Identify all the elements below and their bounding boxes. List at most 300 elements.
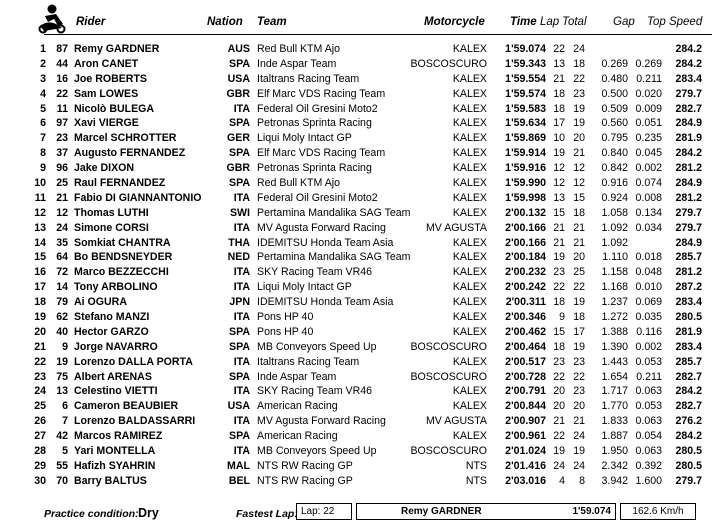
gap-previous: 0.053	[635, 355, 662, 368]
top-speed: 285.7	[675, 251, 702, 264]
gap-first: 1.717	[601, 385, 628, 398]
team-name: MB Conveyors Speed Up	[257, 445, 377, 458]
gap-previous: 0.063	[635, 385, 662, 398]
rider-name: Augusto FERNANDEZ	[74, 147, 186, 160]
lap-time: 2'00.184	[505, 251, 546, 264]
top-speed: 276.2	[675, 415, 702, 428]
best-lap: 15	[553, 325, 565, 338]
rider-name: Remy GARDNER	[74, 43, 160, 55]
nation: USA	[227, 72, 250, 85]
rider-name: Tony ARBOLINO	[74, 281, 158, 294]
rider-name: Celestino VIETTI	[74, 385, 158, 398]
best-lap: 20	[553, 400, 565, 413]
rider-name: Lorenzo DALLA PORTA	[74, 355, 193, 368]
gap-previous: 0.051	[635, 117, 662, 130]
gap-previous: 0.054	[635, 430, 662, 443]
gap-first: 0.480	[601, 72, 628, 85]
gap-first: 1.770	[601, 400, 628, 413]
position: 1	[40, 43, 46, 55]
motorcycle: KALEX	[452, 177, 487, 190]
top-speed: 280.5	[675, 459, 702, 472]
table-row	[0, 340, 721, 355]
best-lap: 22	[553, 370, 565, 383]
lap-time: 1'59.554	[505, 72, 546, 85]
rider-name: Jorge NAVARRO	[74, 340, 158, 353]
team-name: IDEMITSU Honda Team Asia	[257, 296, 394, 309]
nation: JPN	[229, 296, 250, 309]
rider-number: 72	[56, 266, 68, 279]
top-speed: 279.7	[675, 87, 702, 100]
table-row	[0, 310, 721, 325]
table-row	[0, 384, 721, 399]
best-lap: 21	[553, 221, 565, 234]
lap-time: 2'00.166	[505, 221, 546, 234]
lap-time: 2'00.844	[505, 400, 546, 413]
gap-first: 1.272	[601, 311, 628, 324]
total-laps: 20	[573, 400, 585, 413]
gap-first: 1.443	[601, 355, 628, 368]
position: 4	[40, 87, 46, 100]
nation: ITA	[233, 221, 250, 234]
table-row	[0, 444, 721, 459]
team-name: MV Agusta Forward Racing	[257, 221, 386, 234]
team-name: American Racing	[257, 400, 338, 413]
table-row	[0, 459, 721, 474]
lap-time: 1'59.998	[505, 191, 546, 204]
gap-first: 1.388	[601, 325, 628, 338]
rider-number: 64	[56, 251, 68, 264]
motorcycle: KALEX	[452, 132, 487, 145]
gap-previous: 0.002	[635, 340, 662, 353]
total-laps: 19	[573, 117, 585, 130]
rider-name: Thomas LUTHI	[74, 206, 149, 219]
lap-time: 1'59.574	[505, 87, 546, 100]
rider-name: Hector GARZO	[74, 325, 149, 338]
team-name: NTS RW Racing GP	[257, 474, 353, 487]
gap-previous: 0.020	[635, 87, 662, 100]
total-laps: 18	[573, 206, 585, 219]
motorcycle: KALEX	[452, 281, 487, 294]
rider-name: Nicolò BULEGA	[74, 102, 155, 115]
rider-name: Yari MONTELLA	[74, 445, 156, 458]
gap-previous: 0.134	[635, 206, 662, 219]
position: 3	[40, 72, 46, 85]
lap-time: 2'00.961	[505, 430, 546, 443]
table-row	[0, 72, 721, 87]
position: 19	[34, 311, 46, 324]
rider-name: Bo BENDSNEYDER	[74, 251, 173, 264]
position: 22	[34, 355, 46, 368]
table-row	[0, 161, 721, 176]
table-row	[0, 399, 721, 414]
motorcycle: KALEX	[452, 251, 487, 264]
nation: ITA	[233, 281, 250, 294]
rider-number: 40	[56, 325, 68, 338]
rider-number: 35	[56, 236, 68, 249]
team-name: Elf Marc VDS Racing Team	[257, 87, 386, 100]
gap-previous: 0.002	[635, 162, 662, 175]
fastest-lap-rider	[356, 503, 616, 520]
lap-time: 2'00.728	[505, 370, 546, 383]
rider-name: Hafizh SYAHRIN	[74, 459, 156, 472]
total-laps: 19	[573, 445, 585, 458]
top-speed: 283.4	[675, 72, 702, 85]
rider-number: 6	[62, 400, 68, 413]
table-row	[0, 57, 721, 72]
team-name: MV Agusta Forward Racing	[257, 415, 386, 428]
best-lap: 13	[553, 191, 565, 204]
results-table	[0, 42, 721, 489]
fastest-lap-label: Fastest Lap:	[236, 508, 298, 520]
lap-time: 2'03.016	[505, 474, 546, 487]
table-row	[0, 102, 721, 117]
best-lap: 9	[559, 311, 565, 324]
position: 12	[34, 206, 46, 219]
total-laps: 21	[573, 236, 585, 249]
best-lap: 22	[553, 281, 565, 294]
gap-first: 0.795	[601, 132, 628, 145]
table-row	[0, 370, 721, 385]
top-speed: 287.2	[675, 281, 702, 294]
best-lap: 21	[553, 72, 565, 85]
rider-number: 75	[56, 370, 68, 383]
gap-previous: 0.116	[636, 325, 662, 338]
team-name: IDEMITSU Honda Team Asia	[257, 236, 394, 249]
nation: BEL	[228, 474, 250, 487]
table-row	[0, 221, 721, 236]
position: 26	[34, 415, 46, 428]
header-top-speed: Top Speed	[647, 16, 703, 28]
rider-number: 25	[56, 177, 68, 190]
team-name: Red Bull KTM Ajo	[257, 43, 341, 55]
rider-number: 62	[56, 311, 68, 324]
best-lap: 4	[559, 474, 565, 487]
team-name: SKY Racing Team VR46	[257, 385, 373, 398]
top-speed: 284.9	[675, 177, 702, 190]
top-speed: 279.7	[675, 206, 702, 219]
team-name: Petronas Sprinta Racing	[257, 117, 372, 130]
team-name: MB Conveyors Speed Up	[257, 340, 377, 353]
table-row	[0, 42, 721, 57]
top-speed: 280.5	[675, 445, 702, 458]
header-team: Team	[257, 16, 287, 28]
best-lap: 15	[553, 206, 565, 219]
lap-time: 2'00.907	[505, 415, 546, 428]
lap-time: 1'59.869	[505, 132, 546, 145]
gap-first: 1.390	[601, 340, 628, 353]
position: 24	[34, 385, 46, 398]
rider-number: 12	[56, 206, 68, 219]
total-laps: 24	[573, 430, 585, 443]
position: 20	[34, 325, 46, 338]
gap-first: 1.110	[602, 251, 628, 264]
best-lap: 12	[553, 162, 565, 175]
motorcycle: BOSCOSCURO	[410, 370, 487, 383]
best-lap: 22	[553, 43, 565, 55]
top-speed: 281.2	[675, 191, 702, 204]
total-laps: 18	[573, 311, 585, 324]
position: 15	[34, 251, 46, 264]
gap-previous: 1.600	[635, 474, 662, 487]
gap-previous: 0.008	[635, 191, 662, 204]
position: 25	[34, 400, 46, 413]
motorcycle: KALEX	[452, 355, 487, 368]
lap-time: 2'00.517	[505, 355, 546, 368]
motorcycle: KALEX	[452, 296, 487, 309]
team-name: Liqui Moly Intact GP	[257, 281, 352, 294]
team-name: Federal Oil Gresini Moto2	[257, 191, 378, 204]
lap-time: 1'59.914	[505, 147, 546, 160]
gap-first: 1.058	[601, 206, 628, 219]
rider-number: 23	[56, 132, 68, 145]
nation: ITA	[233, 266, 250, 279]
position: 6	[40, 117, 46, 130]
motorcycle: MV AGUSTA	[425, 221, 487, 234]
position: 16	[34, 266, 46, 279]
fastest-lap-speed: 162.6 Km/h	[620, 503, 696, 520]
nation: SPA	[229, 325, 250, 338]
motorcycle: KALEX	[452, 385, 487, 398]
rider-name: Somkiat CHANTRA	[74, 236, 171, 249]
rider-name: Aron CANET	[74, 57, 139, 70]
nation: SPA	[229, 57, 250, 70]
gap-previous: 0.235	[635, 132, 662, 145]
best-lap: 12	[553, 177, 565, 190]
team-name: Inde Aspar Team	[257, 370, 337, 383]
motorcycle: KALEX	[452, 191, 487, 204]
team-name: Liqui Moly Intact GP	[257, 132, 352, 145]
header-nation: Nation	[207, 16, 243, 28]
header-gap: Gap	[613, 16, 635, 28]
table-row	[0, 295, 721, 310]
gap-previous: 0.009	[635, 102, 662, 115]
table-row	[0, 265, 721, 280]
position: 18	[34, 296, 46, 309]
rider-name: Raul FERNANDEZ	[74, 177, 166, 190]
gap-previous: 0.063	[635, 445, 662, 458]
gap-first: 1.092	[601, 221, 628, 234]
top-speed: 281.9	[675, 325, 702, 338]
total-laps: 25	[573, 266, 585, 279]
nation: SPA	[229, 117, 250, 130]
best-lap: 22	[553, 430, 565, 443]
motorcycle: BOSCOSCURO	[410, 340, 487, 353]
nation: ITA	[233, 445, 250, 458]
team-name: Pons HP 40	[257, 325, 314, 338]
nation: SPA	[229, 340, 250, 353]
rider-number: 55	[56, 459, 68, 472]
rider-number: 5	[62, 445, 68, 458]
total-laps: 22	[573, 370, 585, 383]
motorcycle: KALEX	[452, 87, 487, 100]
position: 30	[34, 474, 46, 487]
gap-previous: 0.063	[635, 415, 662, 428]
table-row	[0, 206, 721, 221]
header-time: Time	[510, 16, 537, 28]
total-laps: 12	[573, 177, 585, 190]
top-speed: 281.2	[675, 266, 702, 279]
nation: ITA	[233, 191, 250, 204]
total-laps: 21	[573, 415, 585, 428]
rider-number: 19	[56, 355, 68, 368]
lap-time: 2'00.132	[505, 206, 546, 219]
lap-time: 1'59.916	[505, 162, 546, 175]
lap-time: 2'01.416	[505, 459, 546, 472]
table-row	[0, 355, 721, 370]
rider-name: Xavi VIERGE	[74, 117, 139, 130]
motorcycle: BOSCOSCURO	[410, 57, 487, 70]
lap-time: 1'59.634	[505, 117, 546, 130]
gap-previous: 0.035	[635, 311, 662, 324]
top-speed: 284.2	[675, 147, 702, 160]
rider-name: Lorenzo BALDASSARRI	[74, 415, 196, 428]
team-name: Elf Marc VDS Racing Team	[257, 147, 386, 160]
gap-first: 3.942	[601, 474, 628, 487]
table-row	[0, 116, 721, 131]
table-row	[0, 146, 721, 161]
position: 23	[34, 370, 46, 383]
gap-previous: 0.211	[636, 370, 662, 383]
table-row	[0, 176, 721, 191]
rider-name: Sam LOWES	[74, 87, 139, 100]
gap-first: 2.342	[601, 459, 628, 472]
best-lap: 24	[553, 459, 565, 472]
gap-previous: 0.010	[635, 281, 662, 294]
top-speed: 284.2	[675, 430, 702, 443]
nation: SPA	[229, 177, 250, 190]
motorcycle: KALEX	[452, 102, 487, 115]
best-lap: 18	[553, 87, 565, 100]
gap-first: 0.269	[601, 57, 628, 70]
top-speed: 284.9	[675, 236, 702, 249]
position: 28	[34, 445, 46, 458]
best-lap: 10	[553, 132, 565, 145]
rider-number: 42	[56, 430, 68, 443]
total-laps: 19	[573, 102, 585, 115]
position: 9	[40, 162, 46, 175]
top-speed: 279.7	[675, 221, 702, 234]
team-name: Petronas Sprinta Racing	[257, 162, 372, 175]
gap-first: 1.092	[601, 236, 628, 249]
total-laps: 18	[573, 57, 585, 70]
gap-first: 1.887	[601, 430, 628, 443]
top-speed: 284.9	[675, 117, 702, 130]
table-row	[0, 325, 721, 340]
rider-name: Marco BEZZECCHI	[74, 266, 169, 279]
nation: THA	[228, 236, 250, 249]
motorcycle: NTS	[465, 474, 487, 487]
gap-previous: 0.045	[635, 147, 662, 160]
total-laps: 22	[573, 281, 585, 294]
position: 21	[34, 340, 46, 353]
rider-number: 16	[56, 72, 68, 85]
rider-name: Cameron BEAUBIER	[74, 400, 179, 413]
total-laps: 12	[573, 162, 585, 175]
best-lap: 21	[553, 415, 565, 428]
header-total: Total	[562, 16, 587, 28]
gap-first: 1.833	[601, 415, 628, 428]
best-lap: 13	[553, 57, 565, 70]
motorcycle: BOSCOSCURO	[410, 445, 487, 458]
total-laps: 23	[573, 355, 585, 368]
position: 8	[40, 147, 46, 160]
practice-condition-value: Dry	[138, 506, 159, 520]
nation: GBR	[226, 162, 250, 175]
lap-time: 2'00.242	[505, 281, 546, 294]
team-name: Red Bull KTM Ajo	[257, 177, 341, 190]
table-row	[0, 280, 721, 295]
motorcycle: NTS	[465, 459, 487, 472]
gap-previous: 0.074	[635, 177, 662, 190]
total-laps: 8	[579, 474, 585, 487]
rider-number: 96	[56, 162, 68, 175]
motorcycle: KALEX	[452, 325, 487, 338]
top-speed: 282.7	[675, 370, 702, 383]
motorcycle: KALEX	[452, 311, 487, 324]
rider-name: Marcos RAMIREZ	[74, 430, 163, 443]
practice-condition-label: Practice condition:	[44, 508, 139, 520]
lap-time: 2'00.166	[505, 236, 546, 249]
best-lap: 19	[553, 445, 565, 458]
gap-previous: 0.048	[635, 266, 662, 279]
fastest-lap-time: 1'59.074	[572, 506, 611, 517]
total-laps: 17	[573, 325, 585, 338]
top-speed: 284.2	[675, 43, 702, 55]
nation: SPA	[229, 430, 250, 443]
rider-name: Jake DIXON	[74, 162, 135, 175]
motorcycle: KALEX	[452, 400, 487, 413]
position: 27	[34, 430, 46, 443]
best-lap: 19	[553, 251, 565, 264]
best-lap: 18	[553, 340, 565, 353]
header-lap: Lap	[540, 16, 560, 28]
rider-number: 44	[56, 57, 68, 70]
motorcycle: KALEX	[452, 266, 487, 279]
nation: USA	[227, 400, 250, 413]
lap-time: 2'00.311	[505, 296, 546, 309]
motorcycle: KALEX	[452, 162, 487, 175]
nation: ITA	[233, 311, 250, 324]
total-laps: 20	[573, 132, 585, 145]
motorcycle: KALEX	[452, 430, 487, 443]
position: 14	[34, 236, 46, 249]
nation: ITA	[233, 355, 250, 368]
gap-previous: 0.069	[635, 296, 662, 309]
total-laps: 23	[573, 385, 585, 398]
rider-number: 21	[56, 191, 68, 204]
total-laps: 21	[573, 147, 585, 160]
gap-previous: 0.053	[635, 400, 662, 413]
lap-time: 1'59.074	[505, 43, 546, 55]
total-laps: 19	[573, 296, 585, 309]
gap-previous: 0.018	[635, 251, 662, 264]
gap-first: 0.509	[601, 102, 628, 115]
rider-number: 7	[62, 415, 68, 428]
nation: SWI	[229, 206, 250, 219]
total-laps: 21	[573, 221, 585, 234]
best-lap: 18	[553, 102, 565, 115]
table-header	[0, 0, 721, 38]
header-divider	[44, 34, 712, 35]
rider-name: Marcel SCHROTTER	[74, 132, 177, 145]
top-speed: 279.7	[675, 474, 702, 487]
nation: ITA	[233, 102, 250, 115]
rider-number: 14	[56, 281, 68, 294]
top-speed: 281.9	[675, 132, 702, 145]
top-speed: 282.7	[675, 102, 702, 115]
gap-first: 0.500	[601, 87, 628, 100]
rider-name: Stefano MANZI	[74, 311, 150, 324]
